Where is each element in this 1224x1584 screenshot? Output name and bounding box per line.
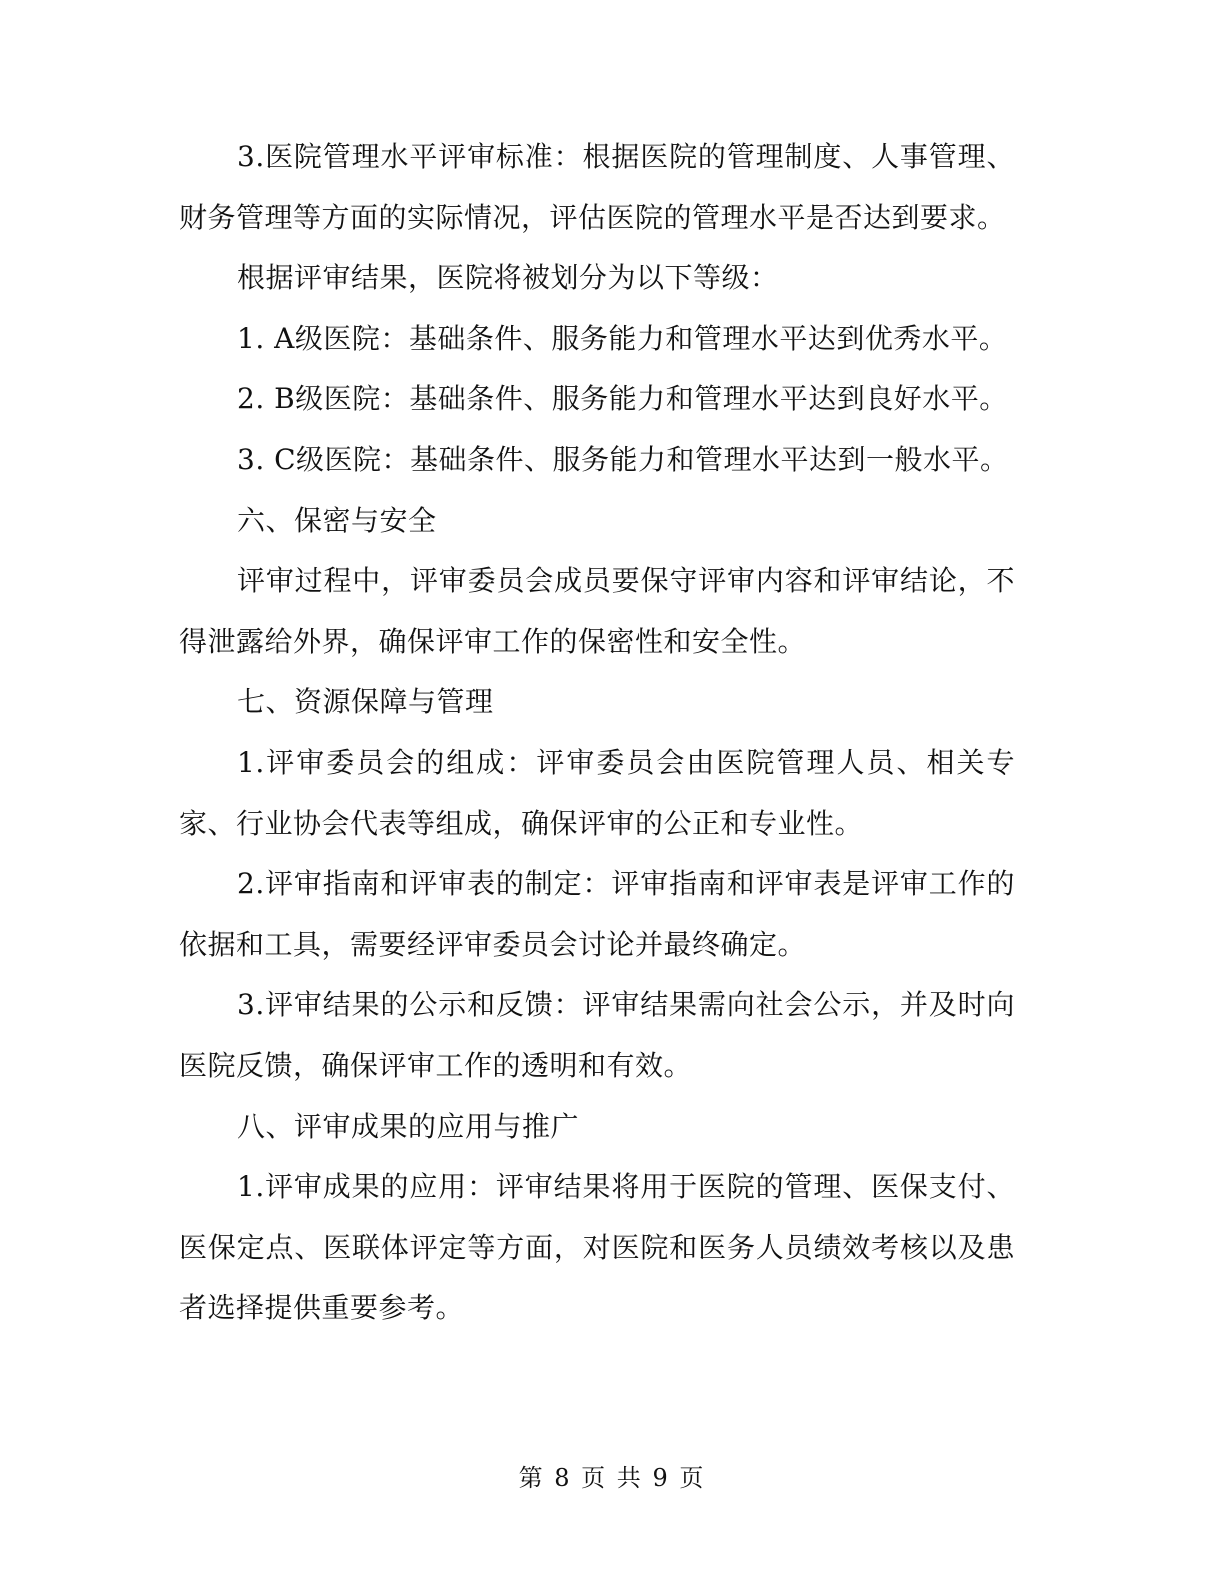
section-heading-resources: 七、资源保障与管理 (237, 685, 494, 719)
page-number-footer: 第 8 页 共 9 页 (518, 1464, 706, 1492)
paragraph-management-standard: 3.医院管理水平评审标准：根据医院的管理制度、人事管理、财务管理等方面的实际情况，评估医院的管理水平是否达到要求。 (179, 140, 1015, 234)
list-item-grade-a: 1. A级医院：基础条件、服务能力和管理水平达到优秀水平。 (237, 321, 1008, 355)
paragraph-result-application: 1.评审成果的应用：评审结果将用于医院的管理、医保支付、医保定点、医联体评定等方面，对医院和医务人员绩效考核以及患者选择提供重要参考。 (179, 1170, 1015, 1325)
paragraph-publicity: 3.评审结果的公示和反馈：评审结果需向社会公示，并及时向医院反馈，确保评审工作的透明和有效。 (179, 988, 1015, 1082)
paragraph-committee-composition: 1.评审委员会的组成：评审委员会由医院管理人员、相关专家、行业协会代表等组成，确保评审的公正和专业性。 (179, 745, 1015, 840)
document-body (179, 127, 1015, 1339)
paragraph-grading-intro: 根据评审结果，医院将被划分为以下等级： (237, 261, 779, 295)
section-heading-application: 八、评审成果的应用与推广 (237, 1109, 580, 1143)
list-item-grade-c: 3. C级医院：基础条件、服务能力和管理水平达到一般水平。 (237, 442, 1009, 476)
list-item-grade-b: 2. B级医院：基础条件、服务能力和管理水平达到良好水平。 (237, 382, 1008, 416)
paragraph-guidelines: 2.评审指南和评审表的制定：评审指南和评审表是评审工作的依据和工具，需要经评审委员会讨论并最终确定。 (179, 867, 1015, 961)
paragraph-confidentiality: 评审过程中，评审委员会成员要保守评审内容和评审结论，不得泄露给外界，确保评审工作的保密性和安全性。 (179, 564, 1015, 658)
section-heading-confidentiality: 六、保密与安全 (237, 503, 437, 537)
